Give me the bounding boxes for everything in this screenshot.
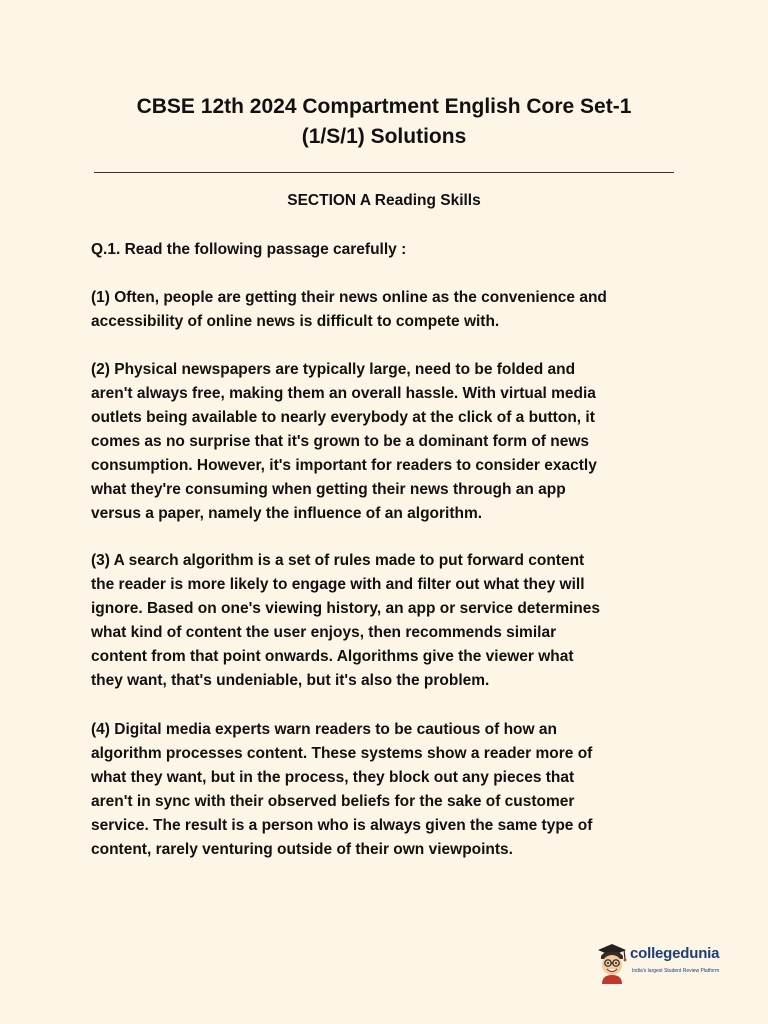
paragraph-1 [91, 286, 691, 334]
paragraph-line: content from that point onwards. Algorithms give the viewer what [91, 648, 574, 665]
logo-tagline: India's largest Student Review Platform [632, 968, 720, 974]
paragraph-line: content, rarely venturing outside of their own viewpoints. [91, 841, 513, 858]
paragraph-3 [91, 549, 691, 693]
paragraph-line: the reader is more likely to engage with and filter out what they will [91, 576, 585, 593]
paragraph-line: comes as no surprise that it's grown to be a dominant form of news [91, 433, 590, 450]
logo-wordmark: collegedunia [630, 945, 720, 962]
paragraph-line: (1) Often, people are getting their news online as the convenience and [91, 289, 607, 306]
title-divider [94, 172, 674, 173]
paragraph-line: aren't in sync with their observed beliefs for the sake of customer [91, 793, 575, 810]
question-text: Q.1. Read the following passage carefully : [91, 241, 407, 258]
paragraph-line: (2) Physical newspapers are typically large, need to be folded and [91, 361, 576, 378]
page-title [60, 92, 708, 152]
paragraph-line: consumption. However, it's important for readers to consider exactly [91, 457, 597, 474]
paragraph-line: aren't always free, making them an overall hassle. With virtual media [91, 385, 596, 402]
paragraph-line: outlets being available to nearly everybody at the click of a button, it [91, 409, 595, 426]
paragraph-4 [91, 718, 691, 862]
paragraph-line: what they want, but in the process, they block out any pieces that [91, 769, 575, 786]
paragraph-line: what they're consuming when getting their news through an app [91, 481, 566, 498]
student-mascot-icon [594, 940, 630, 984]
paragraph-line: what kind of content the user enjoys, then recommends similar [91, 624, 557, 641]
paragraph-line: versus a paper, namely the influence of an algorithm. [91, 505, 483, 522]
paragraph-line: ignore. Based on one's viewing history, an app or service determines [91, 600, 601, 617]
paragraph-line: accessibility of online news is difficult to compete with. [91, 313, 500, 330]
paragraph-line: service. The result is a person who is always given the same type of [91, 817, 593, 834]
paragraph-line: they want, that's undeniable, but it's also the problem. [91, 672, 490, 689]
section-heading: SECTION A Reading Skills [287, 192, 481, 209]
paragraph-2 [91, 358, 691, 526]
paragraph-line: algorithm processes content. These systems show a reader more of [91, 745, 593, 762]
collegedunia-logo [594, 938, 734, 986]
paragraph-line: (4) Digital media experts warn readers to be cautious of how an [91, 721, 557, 738]
title-line-2: (1/S/1) Solutions [301, 125, 467, 148]
paragraph-line: (3) A search algorithm is a set of rules made to put forward content [91, 552, 585, 569]
title-line-1: CBSE 12th 2024 Compartment English Core Set-1 [136, 95, 632, 118]
